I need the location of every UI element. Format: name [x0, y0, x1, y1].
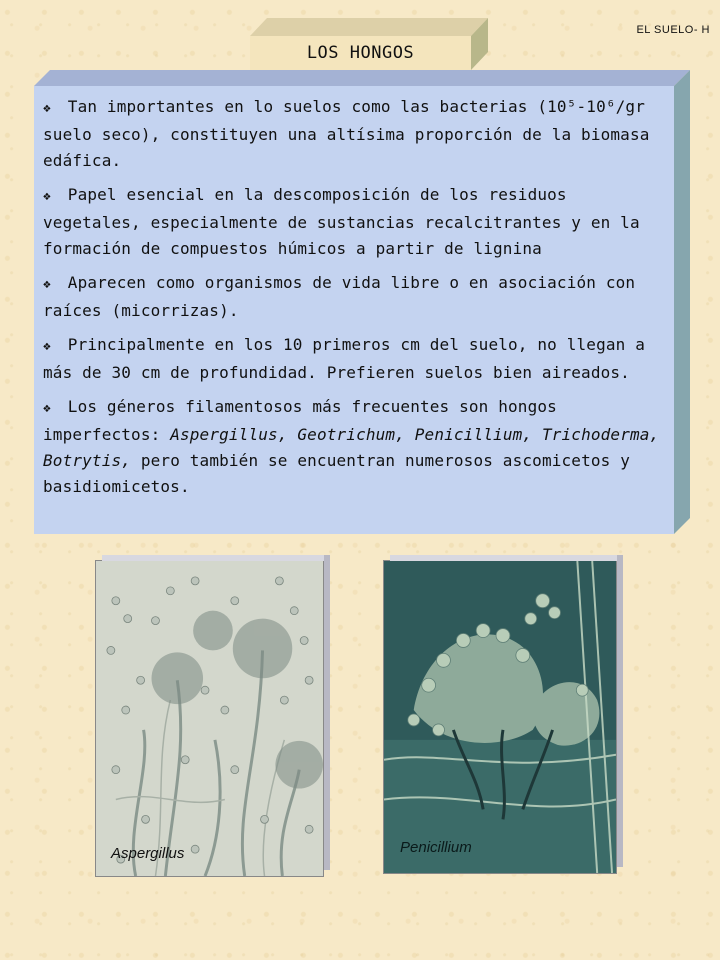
bullet-text: pero también se encuentran numerosos ascomicetos y basidiomicetos. [43, 451, 630, 496]
aspergillus-photo-frame [95, 560, 324, 877]
diamond-bullet-icon: ❖ [43, 101, 51, 116]
penicillium-caption: Penicillium [400, 839, 472, 856]
bullet-text: Los géneros filamentosos más frecuentes son hongos imperfectos: [43, 397, 557, 444]
title-box-top [250, 18, 488, 36]
diamond-bullet-icon: ❖ [43, 339, 51, 354]
title-box [250, 18, 488, 70]
bullet-list [34, 86, 674, 534]
aspergillus-micrograph-image [96, 561, 323, 876]
panel-top-bevel [34, 70, 690, 86]
bullet-text: Principalmente en los 10 primeros cm del suelo, no llegan a más de 30 cm de profundidad. Prefieren suelos bien aireados. [43, 335, 645, 382]
bullet-text: Tan importantes en lo suelos como las bacterias (10⁵-10⁶/gr suelo seco), constituyen una altísima proporción de la biomasa edáfica. [43, 97, 650, 170]
page-tag: EL SUELO- H [636, 24, 710, 36]
panel-side-bevel [674, 70, 690, 534]
bullet-item [43, 394, 660, 500]
diamond-bullet-icon: ❖ [43, 401, 51, 416]
bullet-text: Aparecen como organismos de vida libre o en asociación con raíces (micorrizas). [43, 273, 636, 320]
aspergillus-caption: Aspergillus [111, 845, 185, 862]
bullet-item [43, 332, 660, 386]
penicillium-photo-frame [383, 560, 617, 874]
penicillium-micrograph-image [384, 561, 616, 873]
genera-list: Aspergillus, Geotrichum, Penicillium, Trichoderma, Botrytis, [43, 425, 660, 470]
bullet-item [43, 270, 660, 324]
diamond-bullet-icon: ❖ [43, 189, 51, 204]
bullet-text: Papel esencial en la descomposición de los residuos vegetales, especialmente de sustancias recalcitrantes y en la formación de compuestos húmicos a partir de lignina [43, 185, 640, 258]
diamond-bullet-icon: ❖ [43, 277, 51, 292]
content-panel [34, 70, 690, 534]
bullet-item [43, 94, 660, 174]
bullet-item [43, 182, 660, 262]
page-title: LOS HONGOS [250, 36, 471, 70]
